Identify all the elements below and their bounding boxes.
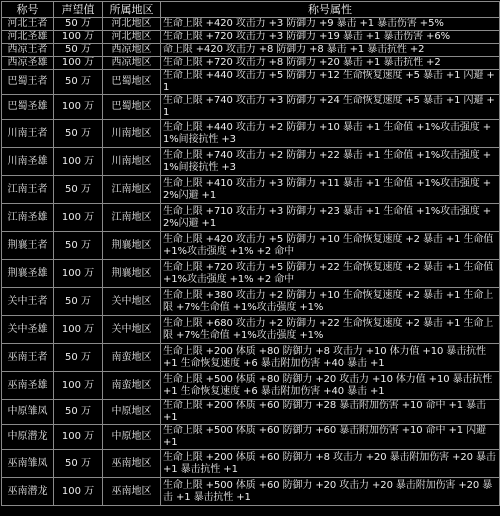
table-row bbox=[2, 344, 500, 372]
region-cell: 南蛮地区 bbox=[103, 372, 161, 400]
reputation-cell: 50 万 bbox=[54, 288, 103, 316]
table-row bbox=[2, 44, 500, 57]
attributes-cell: 生命上限 +710 攻击力 +3 防御力 +23 暴击 +1 生命值 +1%攻击强度 +2%闪避 +1 bbox=[161, 204, 500, 232]
attributes-cell: 命上限 +420 攻击力 +8 防御力 +8 暴击 +1 暴击抗性 +2 bbox=[161, 44, 500, 57]
region-cell: 西凉地区 bbox=[103, 44, 161, 57]
reputation-cell: 100 万 bbox=[54, 425, 103, 450]
reputation-cell: 100 万 bbox=[54, 204, 103, 232]
table-row bbox=[2, 95, 500, 120]
region-cell: 中原地区 bbox=[103, 400, 161, 425]
reputation-cell: 50 万 bbox=[54, 344, 103, 372]
table-row bbox=[2, 120, 500, 148]
table-row bbox=[2, 31, 500, 44]
reputation-cell: 100 万 bbox=[54, 478, 103, 506]
table-row bbox=[2, 57, 500, 70]
attributes-cell: 生命上限 +410 攻击力 +3 防御力 +11 暴击 +1 生命值 +1%攻击强度 +2%闪避 +1 bbox=[161, 176, 500, 204]
attributes-cell: 生命上限 +720 攻击力 +5 防御力 +22 生命恢复速度 +2 暴击 +1 生命值 +1%攻击强度 +1% +2 命中 bbox=[161, 260, 500, 288]
title-name-cell: 关中圣雄 bbox=[2, 316, 54, 344]
region-cell: 巫南地区 bbox=[103, 450, 161, 478]
title-name-cell: 关中王者 bbox=[2, 288, 54, 316]
header-row bbox=[2, 2, 500, 18]
title-name-cell: 巫南圣雄 bbox=[2, 372, 54, 400]
table-row bbox=[2, 204, 500, 232]
header-reputation: 声望值 bbox=[54, 2, 103, 18]
table-row bbox=[2, 478, 500, 506]
region-cell: 中原地区 bbox=[103, 425, 161, 450]
table-row bbox=[2, 316, 500, 344]
table-row bbox=[2, 70, 500, 95]
title-name-cell: 中原雏凤 bbox=[2, 400, 54, 425]
reputation-cell: 100 万 bbox=[54, 95, 103, 120]
title-name-cell: 江南王者 bbox=[2, 176, 54, 204]
title-name-cell: 河北圣雄 bbox=[2, 31, 54, 44]
table-header bbox=[2, 2, 500, 18]
header-title-name: 称号 bbox=[2, 2, 54, 18]
attributes-cell: 生命上限 +500 体质 +80 防御力 +20 攻击力 +10 体力值 +10 暴击抗性 +1 生命恢复速度 +6 暴击附加伤害 +40 暴击 +1 bbox=[161, 372, 500, 400]
region-cell: 江南地区 bbox=[103, 204, 161, 232]
reputation-cell: 100 万 bbox=[54, 372, 103, 400]
title-name-cell: 荆襄王者 bbox=[2, 232, 54, 260]
title-name-cell: 河北王者 bbox=[2, 18, 54, 31]
region-cell: 河北地区 bbox=[103, 31, 161, 44]
region-cell: 关中地区 bbox=[103, 316, 161, 344]
title-name-cell: 中原潜龙 bbox=[2, 425, 54, 450]
reputation-cell: 100 万 bbox=[54, 57, 103, 70]
attributes-cell: 生命上限 +500 体质 +60 防御力 +20 攻击力 +20 暴击附加伤害 +20 暴击 +1 暴击抗性 +1 bbox=[161, 478, 500, 506]
reputation-cell: 50 万 bbox=[54, 70, 103, 95]
region-cell: 荆襄地区 bbox=[103, 232, 161, 260]
reputation-cell: 50 万 bbox=[54, 176, 103, 204]
attributes-cell: 生命上限 +740 攻击力 +2 防御力 +22 暴击 +1 生命值 +1%攻击强度 +1%间接抗性 +3 bbox=[161, 148, 500, 176]
reputation-cell: 50 万 bbox=[54, 232, 103, 260]
region-cell: 西凉地区 bbox=[103, 57, 161, 70]
region-cell: 南蛮地区 bbox=[103, 344, 161, 372]
table-row bbox=[2, 425, 500, 450]
reputation-cell: 50 万 bbox=[54, 120, 103, 148]
table-row bbox=[2, 18, 500, 31]
table-row bbox=[2, 450, 500, 478]
reputation-cell: 100 万 bbox=[54, 31, 103, 44]
table-row bbox=[2, 148, 500, 176]
attributes-cell: 生命上限 +440 攻击力 +5 防御力 +12 生命恢复速度 +5 暴击 +1 闪避 +1 bbox=[161, 70, 500, 95]
title-name-cell: 西凉王者 bbox=[2, 44, 54, 57]
header-region: 所属地区 bbox=[103, 2, 161, 18]
table-row bbox=[2, 372, 500, 400]
reputation-cell: 50 万 bbox=[54, 18, 103, 31]
region-cell: 巫南地区 bbox=[103, 478, 161, 506]
title-name-cell: 巴蜀王者 bbox=[2, 70, 54, 95]
title-attributes-table bbox=[1, 1, 500, 506]
attributes-cell: 生命上限 +200 体质 +60 防御力 +28 暴击附加伤害 +10 命中 +1 暴击 +1 bbox=[161, 400, 500, 425]
table-row bbox=[2, 232, 500, 260]
reputation-cell: 50 万 bbox=[54, 400, 103, 425]
attributes-cell: 生命上限 +680 攻击力 +2 防御力 +22 生命恢复速度 +2 暴击 +1 生命上限 +7%生命值 +1%攻击强度 +1% bbox=[161, 316, 500, 344]
reputation-cell: 50 万 bbox=[54, 44, 103, 57]
region-cell: 巴蜀地区 bbox=[103, 70, 161, 95]
region-cell: 关中地区 bbox=[103, 288, 161, 316]
title-name-cell: 巫南王者 bbox=[2, 344, 54, 372]
attributes-cell: 生命上限 +200 体质 +60 防御力 +8 攻击力 +20 暴击附加伤害 +20 暴击 +1 暴击抗性 +1 bbox=[161, 450, 500, 478]
table-row bbox=[2, 288, 500, 316]
attributes-cell: 生命上限 +720 攻击力 +3 防御力 +19 暴击 +1 暴击伤害 +6% bbox=[161, 31, 500, 44]
attributes-cell: 生命上限 +420 攻击力 +3 防御力 +9 暴击 +1 暴击伤害 +5% bbox=[161, 18, 500, 31]
region-cell: 河北地区 bbox=[103, 18, 161, 31]
table-body bbox=[2, 18, 500, 506]
title-name-cell: 巫南潜龙 bbox=[2, 478, 54, 506]
table-row bbox=[2, 260, 500, 288]
attributes-cell: 生命上限 +380 攻击力 +2 防御力 +10 生命恢复速度 +2 暴击 +1 生命上限 +7%生命值 +1%攻击强度 +1% bbox=[161, 288, 500, 316]
table-row bbox=[2, 176, 500, 204]
attributes-cell: 生命上限 +440 攻击力 +2 防御力 +10 暴击 +1 生命值 +1%攻击强度 +1%间接抗性 +3 bbox=[161, 120, 500, 148]
attributes-cell: 生命上限 +420 攻击力 +5 防御力 +10 生命恢复速度 +2 暴击 +1 生命值 +1%攻击强度 +1% +2 命中 bbox=[161, 232, 500, 260]
title-name-cell: 巴蜀圣雄 bbox=[2, 95, 54, 120]
title-name-cell: 西凉圣雄 bbox=[2, 57, 54, 70]
reputation-cell: 100 万 bbox=[54, 148, 103, 176]
attributes-cell: 生命上限 +200 体质 +80 防御力 +8 攻击力 +10 体力值 +10 暴击抗性 +1 生命恢复速度 +6 暴击附加伤害 +40 暴击 +1 bbox=[161, 344, 500, 372]
reputation-cell: 50 万 bbox=[54, 450, 103, 478]
title-name-cell: 川南王者 bbox=[2, 120, 54, 148]
header-attributes: 称号属性 bbox=[161, 2, 500, 18]
region-cell: 巴蜀地区 bbox=[103, 95, 161, 120]
region-cell: 江南地区 bbox=[103, 176, 161, 204]
table-row bbox=[2, 400, 500, 425]
attributes-cell: 生命上限 +720 攻击力 +8 防御力 +20 暴击 +1 暴击抗性 +2 bbox=[161, 57, 500, 70]
title-name-cell: 江南圣雄 bbox=[2, 204, 54, 232]
region-cell: 川南地区 bbox=[103, 148, 161, 176]
reputation-cell: 100 万 bbox=[54, 316, 103, 344]
title-name-cell: 川南圣雄 bbox=[2, 148, 54, 176]
title-name-cell: 荆襄圣雄 bbox=[2, 260, 54, 288]
title-name-cell: 巫南雏凤 bbox=[2, 450, 54, 478]
region-cell: 川南地区 bbox=[103, 120, 161, 148]
attributes-cell: 生命上限 +740 攻击力 +3 防御力 +24 生命恢复速度 +5 暴击 +1 闪避 +1 bbox=[161, 95, 500, 120]
attributes-cell: 生命上限 +500 体质 +60 防御力 +60 暴击附加伤害 +10 命中 +1 闪避 +1 bbox=[161, 425, 500, 450]
region-cell: 荆襄地区 bbox=[103, 260, 161, 288]
reputation-cell: 100 万 bbox=[54, 260, 103, 288]
